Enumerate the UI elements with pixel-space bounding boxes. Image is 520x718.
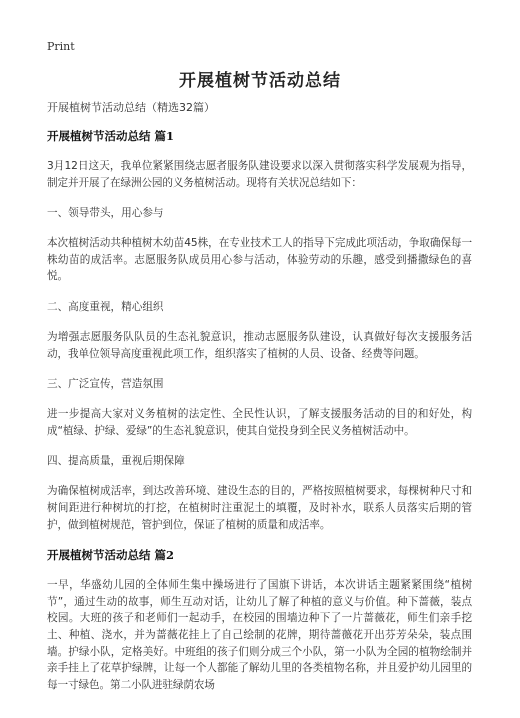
section-1-heading-3: 三、广泛宣传，营造氛围 xyxy=(47,378,164,391)
document-title: 开展植树节活动总结 xyxy=(179,71,341,91)
section-1-paragraph-4: 为确保植树成活率，到达改善环境、建设生态的目的，严格按照植树要求，每棵树种尺寸和树间距进行种树坑的打挖，在植树时注重泥土的填覆，及时补水，联系人员落实后期的管护，做到植树规范，管护到位，保证了植树的质量和成活率。 xyxy=(47,485,472,531)
document-body xyxy=(47,100,472,707)
section-2-paragraph-1: 一早，华盛幼儿园的全体师生集中操场进行了国旗下讲话，本次讲话主题紧紧围绕“植树节”，通过生动的故事，师生互动对话，让幼儿了解了种植的意义与价值。种下蔷薇，装点校园。大班的孩子和老师们一起动手，在校园的围墙边种下了一片蔷薇花，师生们亲手挖土、种植、浇水，并为蔷薇花挂上了自己绘制的花牌，期待蔷薇花开出芬芳朵朵，装点围墙。护绿小队，定格美好。中班组的孩子们则分成三个小队，第一小队为全园的植物绘制并亲手挂上了花草护绿牌，让每一个人都能了解幼儿里的各类植物名称，并且爱护幼儿园里的每一寸绿色。第二小队进驻绿荫农场 xyxy=(47,579,472,691)
section-1-heading-4: 四、提高质量，重视后期保障 xyxy=(47,455,185,468)
section-1-paragraph-2: 为增强志愿服务队队员的生态礼貌意识，推动志愿服务队建设，认真做好每次支援服务活动，我单位领导高度重视此项工作，组织落实了植树的人员、设备、经费等问题。 xyxy=(47,330,472,360)
section-1-heading-1: 一、领导带头，用心参与 xyxy=(47,207,164,220)
section-1-heading-2: 二、高度重视，精心组织 xyxy=(47,300,164,313)
section-1-intro: 3月12日这天，我单位紧紧围绕志愿者服务队建设要求以深入贯彻落实科学发展观为指导，制定并开展了在绿洲公园的义务植树活动。现将有关状况总结如下： xyxy=(47,160,472,189)
section-1-title: 开展植树节活动总结 篇1 xyxy=(47,129,175,143)
section-1-paragraph-3: 进一步提高大家对义务植树的法定性、全民性认识，了解支援服务活动的目的和好处，构成“植绿、护绿、爱绿”的生态礼貌意识，使其自觉投身到全民义务植树活动中。 xyxy=(47,408,472,437)
print-label: Print xyxy=(47,40,75,53)
document-subtitle: 开展植树节活动总结（精选32篇） xyxy=(47,101,215,114)
section-1-paragraph-1: 本次植树活动共种植树木幼苗45株，在专业技术工人的指导下完成此项活动，争取确保每一株幼苗的成活率。志愿服务队成员用心参与活动，体验劳动的乐趣，感受到播撒绿色的喜悦。 xyxy=(47,237,472,283)
section-2-title: 开展植树节活动总结 篇2 xyxy=(47,548,175,563)
